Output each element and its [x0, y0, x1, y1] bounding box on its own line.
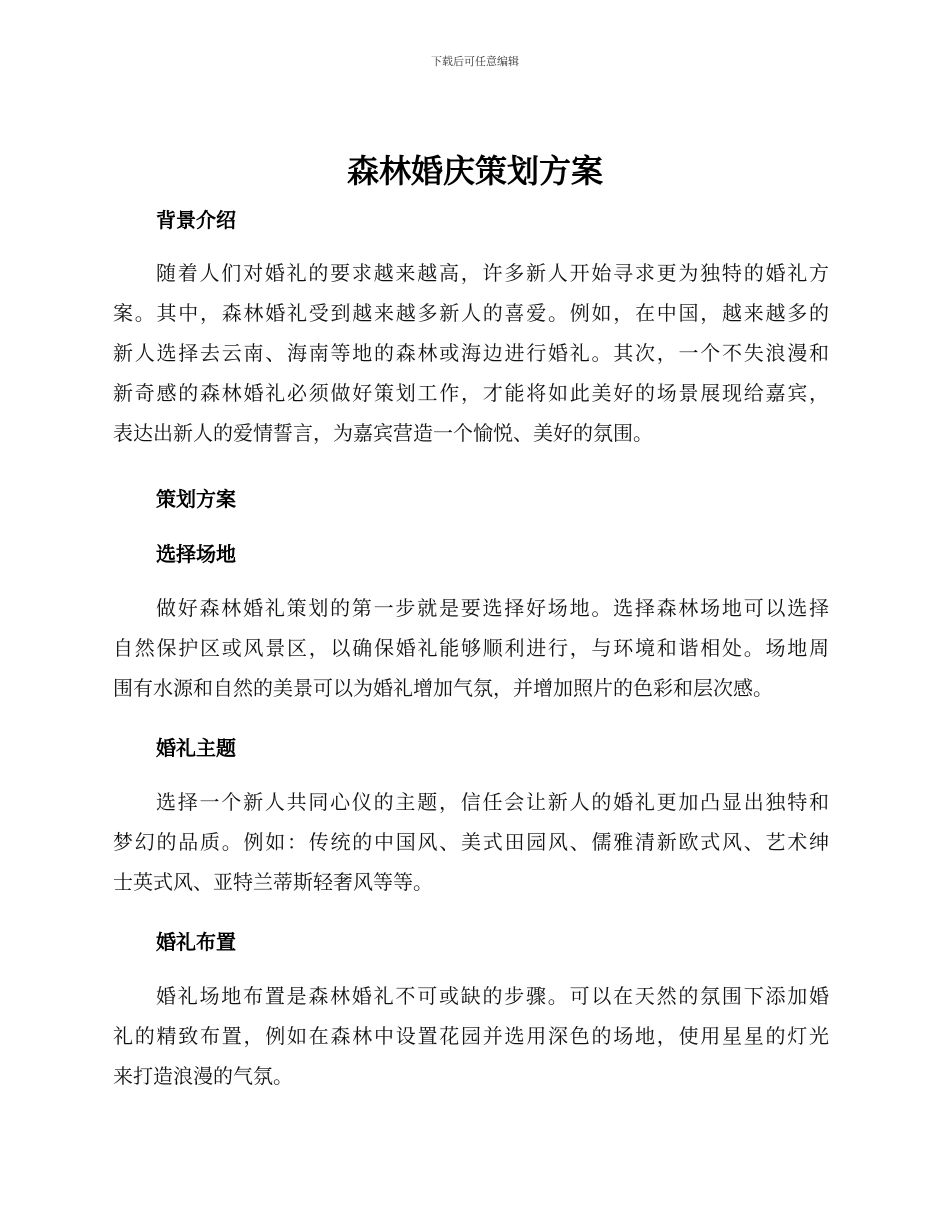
section-heading-theme: 婚礼主题 — [156, 736, 236, 760]
paragraph-line: 婚礼场地布置是森林婚礼不可或缺的步骤。可以在天然的氛围下添加婚 — [156, 984, 829, 1008]
section-heading-decoration: 婚礼布置 — [156, 930, 236, 954]
paragraph-line: 自然保护区或风景区，以确保婚礼能够顺利进行，与环境和谐相处。场地周 — [113, 636, 829, 660]
section-heading-plan: 策划方案 — [156, 487, 236, 511]
page-header: 下载后可任意编辑 — [431, 55, 519, 68]
paragraph-line: 梦幻的品质。例如：传统的中国风、美式田园风、儒雅清新欧式风、艺术绅 — [113, 830, 829, 854]
paragraph-background — [113, 253, 829, 453]
section-heading-background: 背景介绍 — [156, 208, 236, 232]
paragraph-line: 新奇感的森林婚礼必须做好策划工作，才能将如此美好的场景展现给嘉宾， — [113, 381, 829, 405]
paragraph-line: 案。其中，森林婚礼受到越来越多新人的喜爱。例如，在中国，越来越多的 — [113, 301, 829, 325]
paragraph-line: 礼的精致布置，例如在森林中设置花园并选用深色的场地，使用星星的灯光 — [113, 1024, 829, 1048]
paragraph-line: 选择一个新人共同心仪的主题，信任会让新人的婚礼更加凸显出独特和 — [156, 790, 829, 814]
paragraph-line: 来打造浪漫的气氛。 — [113, 1064, 293, 1088]
paragraph-venue — [113, 588, 829, 708]
section-heading-venue: 选择场地 — [156, 542, 236, 566]
paragraph-line: 围有水源和自然的美景可以为婚礼增加气氛，并增加照片的色彩和层次感。 — [113, 676, 773, 700]
paragraph-line: 士英式风、亚特兰蒂斯轻奢风等等。 — [113, 870, 433, 894]
paragraph-theme — [113, 782, 829, 902]
paragraph-decoration — [113, 976, 829, 1096]
paragraph-line: 随着人们对婚礼的要求越来越高，许多新人开始寻求更为独特的婚礼方 — [156, 261, 829, 285]
paragraph-line: 做好森林婚礼策划的第一步就是要选择好场地。选择森林场地可以选择 — [156, 596, 829, 620]
document-title: 森林婚庆策划方案 — [346, 152, 603, 190]
paragraph-line: 新人选择去云南、海南等地的森林或海边进行婚礼。其次，一个不失浪漫和 — [113, 341, 829, 365]
paragraph-line: 表达出新人的爱情誓言，为嘉宾营造一个愉悦、美好的氛围。 — [113, 421, 653, 445]
